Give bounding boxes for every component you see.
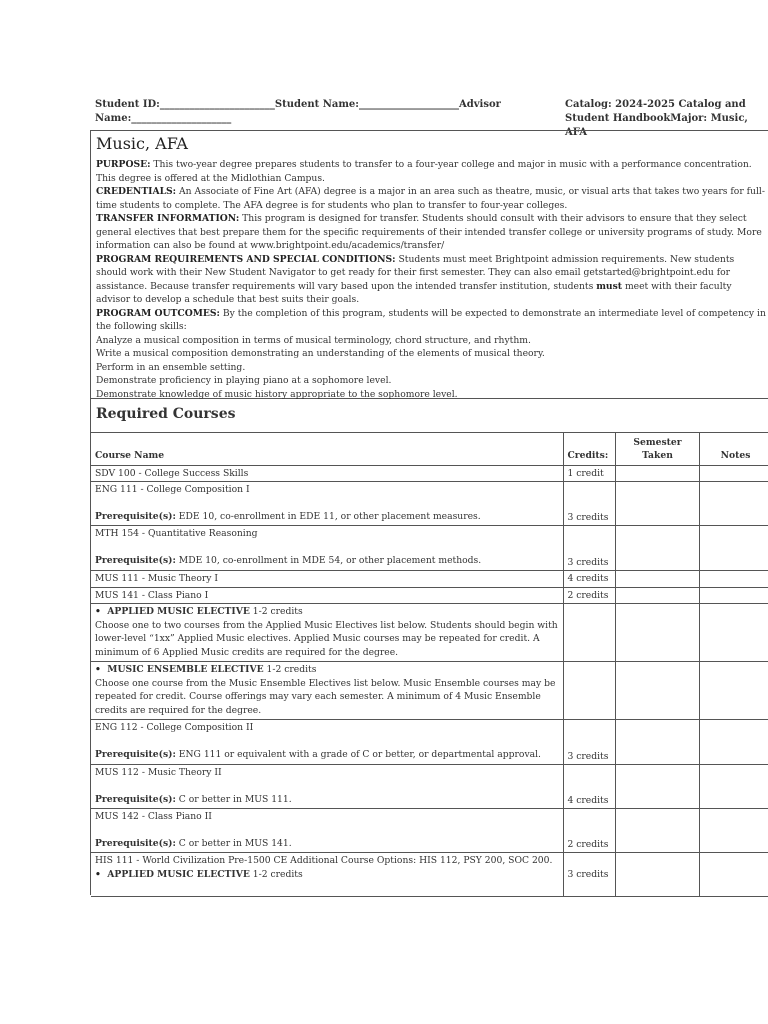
catalog-line: Catalog: 2024-2025 Catalog and [565, 99, 746, 110]
purpose-text: This two-year degree prepares students to transfer to a four-year college and major in music with a performance concentration. This degree is offered at the Midlothian Campus. [96, 159, 752, 184]
prerequisite-label: Prerequisite(s): [95, 749, 176, 760]
elective-title: APPLIED MUSIC ELECTIVE [107, 868, 250, 880]
purpose-label: PURPOSE: [96, 159, 151, 170]
semester-cell[interactable] [615, 571, 699, 588]
table-row [91, 662, 768, 720]
elective-heading: • APPLIED MUSIC ELECTIVE 1-2 credits [95, 606, 303, 617]
requirements-paragraph [96, 253, 766, 307]
notes-cell[interactable] [699, 853, 768, 897]
semester-cell[interactable] [615, 765, 699, 809]
semester-cell[interactable] [615, 526, 699, 571]
prerequisite-text: C or better in MUS 111. [175, 794, 292, 805]
course-cell [91, 853, 563, 897]
course-cell [91, 765, 563, 809]
semester-cell[interactable] [615, 604, 699, 662]
transfer-text: This program is designed for transfer. Students should consult with their advisors to ensure that they select general electives that best prepare them for the specific requirements of their intended transfer college or university programs of study. More information can also be found at www.brightpoint.edu/academics/transfer/ [96, 213, 762, 251]
table-row [91, 526, 768, 571]
semester-cell[interactable] [615, 465, 699, 482]
elective-description: Choose one to two courses from the Applied Music Electives list below. Students should begin with lower-level “1xx” Applied Music electives. Applied Music courses may be repeated for credit. A minimum of 6 Applied Music credits are required for the degree. [95, 619, 558, 658]
semester-cell[interactable] [615, 662, 699, 720]
credentials-paragraph [96, 185, 766, 212]
elective-title: APPLIED MUSIC ELECTIVE [107, 606, 250, 617]
table-row [91, 720, 768, 765]
table-header-row [91, 433, 768, 465]
elective-heading: • MUSIC ENSEMBLE ELECTIVE 1-2 credits [95, 664, 317, 675]
course-credits [563, 662, 615, 720]
course-name: ENG 111 - College Composition I [95, 484, 250, 495]
course-name: MTH 154 - Quantitative Reasoning [95, 528, 258, 539]
col-course-name: Course Name [91, 433, 563, 465]
prerequisite-text: C or better in MUS 141. [175, 838, 292, 849]
prerequisite [95, 748, 560, 762]
course-cell [91, 720, 563, 765]
notes-cell[interactable] [699, 465, 768, 482]
semester-cell[interactable] [615, 809, 699, 853]
student-id-line: Student ID:_______________________Student Name:____________________Advisor [95, 99, 501, 110]
program-title: Music, AFA [96, 134, 188, 153]
course-name: MUS 142 - Class Piano II [95, 811, 212, 822]
outcomes-paragraph [96, 307, 766, 334]
prerequisite-label: Prerequisite(s): [95, 511, 176, 522]
prerequisite-label: Prerequisite(s): [95, 838, 176, 849]
credentials-label: CREDENTIALS: [96, 186, 177, 197]
notes-cell[interactable] [699, 662, 768, 720]
requirements-label: PROGRAM REQUIREMENTS AND SPECIAL CONDITIONS: [96, 253, 396, 265]
notes-cell[interactable] [699, 720, 768, 765]
elective-credits: 1-2 credits [249, 606, 303, 617]
purpose-paragraph [96, 158, 766, 185]
course-cell [91, 809, 563, 853]
course-cell [91, 526, 563, 571]
course-credits: 3 credits [563, 526, 615, 571]
table-row [91, 604, 768, 662]
course-name: SDV 100 - College Success Skills [91, 465, 563, 482]
prerequisite [95, 554, 560, 568]
col-semester-taken: Semester Taken [615, 433, 699, 465]
elective-credits: 1-2 credits [263, 664, 317, 675]
table-row [91, 765, 768, 809]
semester-cell[interactable] [615, 587, 699, 604]
notes-cell[interactable] [699, 809, 768, 853]
notes-cell[interactable] [699, 571, 768, 588]
transfer-label: TRANSFER INFORMATION: [96, 213, 240, 224]
prerequisite-label: Prerequisite(s): [95, 555, 176, 566]
course-credits: 3 credits [563, 482, 615, 526]
major-line: Student HandbookMajor: Music, AFA [565, 113, 748, 138]
semester-cell[interactable] [615, 482, 699, 526]
requirements-text-b: meet with their faculty advisor to develop a schedule that best suits their goals. [96, 280, 732, 305]
notes-cell[interactable] [699, 587, 768, 604]
semester-cell[interactable] [615, 720, 699, 765]
outcomes-label: PROGRAM OUTCOMES: [96, 307, 220, 319]
elective-cell [91, 604, 563, 662]
outcome-item: Demonstrate knowledge of music history appropriate to the sophomore level. [96, 388, 458, 400]
course-name: MUS 111 - Music Theory I [91, 571, 563, 588]
elective-cell [91, 662, 563, 720]
course-credits: 2 credits [563, 587, 615, 604]
course-credits: 4 credits [563, 765, 615, 809]
advisor-name-line: Name:____________________ [95, 113, 232, 124]
student-info-header [95, 98, 505, 126]
table-row [91, 571, 768, 588]
prerequisite-label: Prerequisite(s): [95, 794, 176, 805]
semester-cell[interactable] [615, 853, 699, 897]
course-credits: 1 credit [563, 465, 615, 482]
outcome-item: Write a musical composition demonstrating an understanding of the elements of musical theory. [96, 348, 545, 359]
elective-credits: 1-2 credits [249, 868, 303, 880]
requirements-must: must [596, 280, 623, 292]
credentials-text: An Associate of Fine Art (AFA) degree is a major in an area such as theatre, music, or visual arts that takes two years for full-time students to complete. The AFA degree is for students who plan to transfer to four-year colleges. [96, 186, 765, 211]
course-name: MUS 112 - Music Theory II [95, 767, 222, 778]
table-row [91, 587, 768, 604]
notes-cell[interactable] [699, 765, 768, 809]
course-name: MUS 141 - Class Piano I [91, 587, 563, 604]
course-credits: 2 credits [563, 809, 615, 853]
course-credits: 3 credits [563, 853, 615, 897]
col-notes: Notes [699, 433, 768, 465]
col-credits: Credits: [563, 433, 615, 465]
notes-cell[interactable] [699, 526, 768, 571]
prerequisite [95, 793, 560, 807]
notes-cell[interactable] [699, 604, 768, 662]
outcome-item: Analyze a musical composition in terms of musical terminology, chord structure, and rhythm. [96, 334, 531, 346]
outcome-item: Perform in an ensemble setting. [96, 361, 246, 373]
table-row [91, 465, 768, 482]
prerequisite-text: MDE 10, co-enrollment in MDE 54, or other placement methods. [175, 555, 482, 566]
elective-heading: • APPLIED MUSIC ELECTIVE 1-2 credits [95, 868, 303, 880]
elective-description: Choose one course from the Music Ensemble Electives list below. Music Ensemble courses may be repeated for credit. Course offerings may vary each semester. A minimum of 4 Music Ensemble credits are required for the degree. [95, 677, 556, 716]
elective-title: MUSIC ENSEMBLE ELECTIVE [107, 664, 264, 675]
required-courses-table [91, 433, 768, 897]
required-courses-heading: Required Courses [91, 399, 768, 433]
program-intro [91, 131, 768, 399]
course-credits [563, 604, 615, 662]
table-row [91, 853, 768, 897]
prerequisite-text: ENG 111 or equivalent with a grade of C or better, or departmental approval. [175, 749, 541, 760]
course-name: HIS 111 - World Civilization Pre-1500 CE Additional Course Options: HIS 112, PSY 200, SOC 200. [95, 855, 553, 866]
transfer-paragraph [96, 212, 766, 253]
table-row [91, 809, 768, 853]
course-credits: 4 credits [563, 571, 615, 588]
table-row [91, 482, 768, 526]
notes-cell[interactable] [699, 482, 768, 526]
course-name: ENG 112 - College Composition II [95, 722, 254, 733]
outcomes-text: By the completion of this program, students will be expected to demonstrate an intermediate level of competency in the following skills: [96, 307, 766, 332]
program-sheet [90, 130, 768, 895]
prerequisite [95, 837, 560, 851]
prerequisite-text: EDE 10, co-enrollment in EDE 11, or other placement measures. [175, 511, 481, 522]
course-credits: 3 credits [563, 720, 615, 765]
requirements-text-a: Students must meet Brightpoint admission requirements. New students should work with their New Student Navigator to get ready for their first semester. They can also email getstarted@brightpoint.edu for assistance. Because transfer requirements will vary based upon the intended transfer institution, students [96, 253, 735, 292]
course-cell [91, 482, 563, 526]
outcome-item: Demonstrate proficiency in playing piano at a sophomore level. [96, 375, 392, 386]
prerequisite [95, 510, 560, 524]
